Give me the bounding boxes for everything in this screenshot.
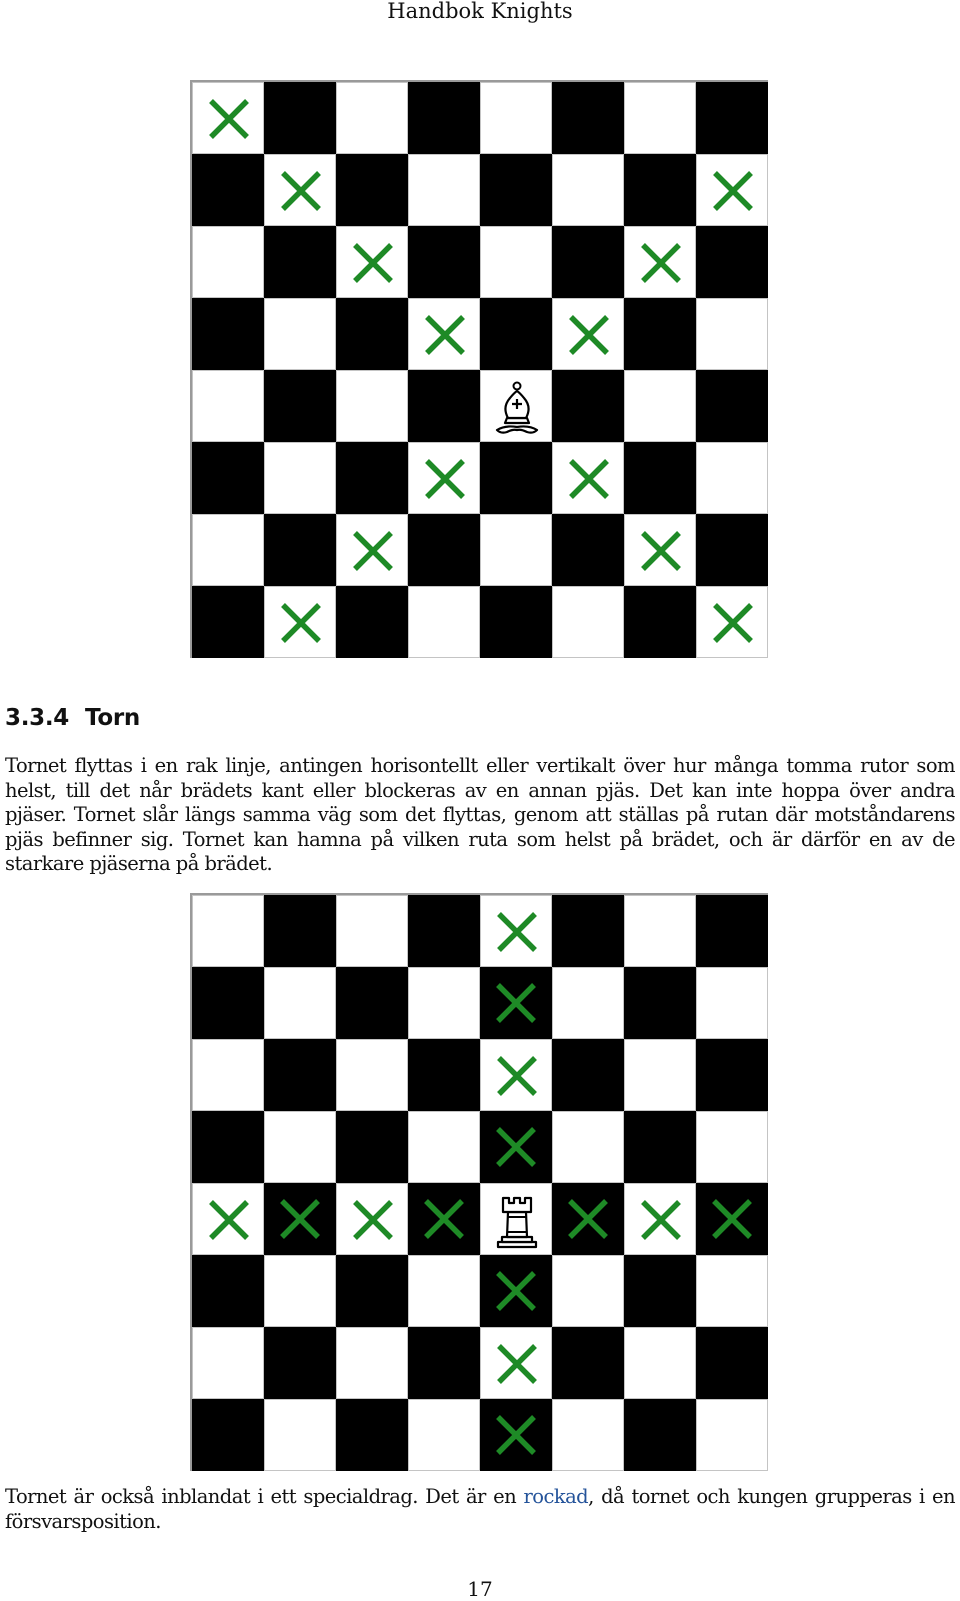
- board-square: [336, 1111, 408, 1183]
- board-square: [696, 586, 768, 658]
- board-square: [336, 967, 408, 1039]
- castling-text-before: Tornet är också inblandat i ett specialdrag. Det är en: [5, 1485, 524, 1508]
- rook-moves-diagram: [190, 893, 768, 1471]
- board-square: [408, 298, 480, 370]
- board-square: [552, 226, 624, 298]
- move-marker-icon: [409, 443, 481, 515]
- board-square: [696, 1399, 768, 1471]
- board-square: [264, 1111, 336, 1183]
- section-heading: [5, 703, 140, 733]
- board-square: [192, 442, 264, 514]
- board-square: [624, 586, 696, 658]
- board-square: [696, 370, 768, 442]
- board-square: [480, 1039, 552, 1111]
- castling-paragraph: [5, 1485, 955, 1534]
- board-square: [624, 82, 696, 154]
- board-square: [696, 1327, 768, 1399]
- move-marker-icon: [480, 1255, 552, 1327]
- board-square: [552, 895, 624, 967]
- board-square: [408, 154, 480, 226]
- move-marker-icon: [552, 1183, 624, 1255]
- board-square: [696, 442, 768, 514]
- board-square: [696, 298, 768, 370]
- board-square: [480, 226, 552, 298]
- rook-description-paragraph: Tornet flyttas i en rak linje, antingen horisontellt eller vertikalt över hur många tomma rutor som helst, till det når brädets kant eller blockeras av en annan pjäs. Det kan inte hoppa över andra pjäser. Tornet slår längs samma väg som det flyttas, genom att ställas på rutan där motståndarens pjäs befinner sig. Tornet kan hamna på vilken ruta som helst på brädet, och är därför en av de starkare pjäserna på brädet.: [5, 754, 955, 876]
- board-square: [336, 514, 408, 586]
- page-number: 17: [467, 1577, 493, 1601]
- board-square: [336, 154, 408, 226]
- board-square: [552, 1039, 624, 1111]
- board-square: [192, 586, 264, 658]
- move-marker-icon: [480, 1399, 552, 1471]
- move-marker-icon: [265, 587, 337, 659]
- board-square: [408, 370, 480, 442]
- board-square: [624, 1111, 696, 1183]
- board-square: [624, 1255, 696, 1327]
- section-title: Torn: [85, 705, 140, 731]
- running-header: Handbok Knights: [387, 0, 573, 23]
- board-square: [480, 586, 552, 658]
- board-square: [264, 370, 336, 442]
- board-square: [480, 1327, 552, 1399]
- board-square: [408, 586, 480, 658]
- move-marker-icon: [697, 155, 769, 227]
- move-marker-icon: [553, 443, 625, 515]
- board-square: [264, 1183, 336, 1255]
- board-square: [552, 1111, 624, 1183]
- board-square: [336, 1327, 408, 1399]
- rockad-link[interactable]: rockad: [523, 1485, 589, 1508]
- rook-icon: [498, 1198, 536, 1247]
- move-marker-icon: [625, 515, 697, 587]
- board-square: [480, 82, 552, 154]
- board-square: [192, 1039, 264, 1111]
- bishop-moves-diagram: [190, 80, 768, 658]
- board-square: [264, 154, 336, 226]
- board-square: [552, 82, 624, 154]
- board-square: [480, 895, 552, 967]
- move-marker-icon: [481, 1328, 553, 1400]
- board-square: [336, 895, 408, 967]
- board-square: [480, 1183, 552, 1255]
- board-square: [624, 895, 696, 967]
- move-marker-icon: [409, 299, 481, 371]
- board-square: [336, 1399, 408, 1471]
- board-square: [552, 370, 624, 442]
- board-square: [480, 967, 552, 1039]
- board-square: [192, 1111, 264, 1183]
- board-square: [696, 514, 768, 586]
- board-square: [552, 514, 624, 586]
- board-square: [336, 298, 408, 370]
- rook-piece: [481, 1184, 553, 1256]
- board-square: [480, 1111, 552, 1183]
- board-square: [264, 82, 336, 154]
- move-marker-icon: [696, 1183, 768, 1255]
- board-square: [192, 226, 264, 298]
- board-square: [264, 1039, 336, 1111]
- board-square: [552, 1183, 624, 1255]
- board-square: [552, 298, 624, 370]
- board-square: [552, 154, 624, 226]
- board-square: [408, 895, 480, 967]
- move-marker-icon: [193, 83, 265, 155]
- board-square: [264, 1255, 336, 1327]
- board-square: [408, 1255, 480, 1327]
- board-square: [696, 895, 768, 967]
- board-square: [408, 442, 480, 514]
- board-square: [624, 967, 696, 1039]
- board-square: [696, 1039, 768, 1111]
- board-square: [624, 1327, 696, 1399]
- board-square: [624, 370, 696, 442]
- bishop-piece: [481, 371, 553, 443]
- move-marker-icon: [625, 227, 697, 299]
- board-square: [552, 967, 624, 1039]
- board-square: [264, 514, 336, 586]
- move-marker-icon: [553, 299, 625, 371]
- move-marker-icon: [264, 1183, 336, 1255]
- board-square: [408, 1327, 480, 1399]
- board-square: [696, 82, 768, 154]
- board-square: [552, 442, 624, 514]
- board-square: [192, 514, 264, 586]
- board-square: [480, 1399, 552, 1471]
- move-marker-icon: [480, 967, 552, 1039]
- board-square: [480, 442, 552, 514]
- board-square: [264, 967, 336, 1039]
- board-square: [552, 1327, 624, 1399]
- board-square: [336, 442, 408, 514]
- board-square: [696, 1255, 768, 1327]
- board-square: [408, 1399, 480, 1471]
- section-number: 3.3.4: [5, 705, 69, 731]
- board-square: [696, 154, 768, 226]
- board-square: [552, 1399, 624, 1471]
- board-square: [336, 370, 408, 442]
- board-square: [264, 226, 336, 298]
- board-square: [696, 967, 768, 1039]
- board-square: [192, 82, 264, 154]
- board-square: [408, 82, 480, 154]
- board-square: [192, 1327, 264, 1399]
- board-square: [624, 1039, 696, 1111]
- board-square: [408, 967, 480, 1039]
- move-marker-icon: [193, 1184, 265, 1256]
- board-square: [696, 1111, 768, 1183]
- board-square: [336, 1255, 408, 1327]
- move-marker-icon: [408, 1183, 480, 1255]
- board-square: [552, 1255, 624, 1327]
- board-square: [192, 895, 264, 967]
- board-square: [264, 298, 336, 370]
- board-square: [480, 370, 552, 442]
- board-square: [336, 586, 408, 658]
- board-square: [408, 226, 480, 298]
- board-square: [408, 1039, 480, 1111]
- board-square: [336, 226, 408, 298]
- board-square: [264, 442, 336, 514]
- board-square: [552, 586, 624, 658]
- move-marker-icon: [697, 587, 769, 659]
- board-square: [624, 1399, 696, 1471]
- move-marker-icon: [337, 227, 409, 299]
- board-square: [336, 1039, 408, 1111]
- board-square: [624, 442, 696, 514]
- move-marker-icon: [265, 155, 337, 227]
- board-square: [408, 514, 480, 586]
- board-square: [192, 1255, 264, 1327]
- board-square: [264, 586, 336, 658]
- move-marker-icon: [337, 1184, 409, 1256]
- board-square: [624, 154, 696, 226]
- board-square: [408, 1111, 480, 1183]
- castling-text-after: , då tornet och kungen grupperas i en försvarsposition.: [5, 1485, 956, 1533]
- move-marker-icon: [481, 1040, 553, 1112]
- board-square: [408, 1183, 480, 1255]
- board-square: [192, 1183, 264, 1255]
- move-marker-icon: [481, 896, 553, 968]
- board-square: [192, 370, 264, 442]
- board-square: [336, 1183, 408, 1255]
- board-square: [696, 226, 768, 298]
- board-square: [480, 1255, 552, 1327]
- board-square: [192, 298, 264, 370]
- board-square: [696, 1183, 768, 1255]
- board-square: [480, 298, 552, 370]
- board-square: [624, 298, 696, 370]
- board-square: [336, 82, 408, 154]
- board-square: [480, 154, 552, 226]
- move-marker-icon: [625, 1184, 697, 1256]
- move-marker-icon: [480, 1111, 552, 1183]
- board-square: [264, 895, 336, 967]
- board-square: [192, 967, 264, 1039]
- board-square: [624, 1183, 696, 1255]
- board-square: [264, 1399, 336, 1471]
- board-square: [192, 154, 264, 226]
- bishop-icon: [497, 383, 537, 433]
- board-square: [192, 1399, 264, 1471]
- board-square: [624, 514, 696, 586]
- move-marker-icon: [337, 515, 409, 587]
- board-square: [264, 1327, 336, 1399]
- board-square: [624, 226, 696, 298]
- board-square: [480, 514, 552, 586]
